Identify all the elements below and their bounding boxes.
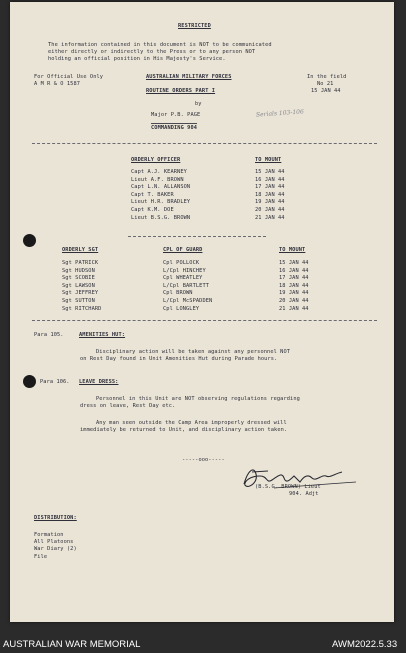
guard-date: 18 JAN 44 — [279, 282, 309, 289]
location-line: In the field — [307, 74, 347, 80]
cpl-of-guard-header: CPL OF GUARD — [163, 247, 203, 253]
distribution-item: All Platoons — [34, 539, 74, 546]
orderly-officer-date: 21 JAN 44 — [255, 214, 285, 221]
orderly-sgt-name: Sgt SUTTON — [62, 298, 95, 304]
command-line: COMMANDING 904 — [151, 125, 198, 131]
orderly-sgt-header: ORDERLY SGT — [62, 247, 99, 253]
guard-date: 20 JAN 44 — [279, 298, 309, 304]
guard-date: 17 JAN 44 — [279, 275, 309, 282]
divider-2 — [128, 236, 266, 237]
para-105-line-2: on Rest Day found in Unit Amenities Hut during Parade hours. — [80, 356, 278, 362]
classification-heading: RESTRICTED — [178, 23, 211, 29]
orderly-officer-date: 19 JAN 44 — [255, 199, 285, 206]
force-title: AUSTRALIAN MILITARY FORCES — [146, 74, 232, 80]
by-label: by — [195, 101, 202, 107]
orderly-sgt-name: Sgt SCOBIE — [62, 275, 95, 282]
order-date: 15 JAN 44 — [311, 88, 341, 94]
notice-line-2: either directly or indirectly to the Press or to any person NOT — [48, 49, 256, 55]
divider-3 — [32, 320, 377, 321]
orderly-sgt-name: Sgt HUDSON — [62, 267, 95, 274]
orderly-officer-to-mount-header: TO MOUNT — [255, 157, 282, 163]
orderly-sgt-name: Sgt LAWSON — [62, 282, 95, 289]
cpl-of-guard-name: L/Cpl McSPADDEN — [163, 298, 213, 304]
para-105-label: Para 105. — [34, 332, 64, 338]
cpl-of-guard-name: Cpl WHEATLEY — [163, 275, 203, 282]
cpl-of-guard-name: L/Cpl BARTLETT — [163, 282, 210, 289]
guard-date: 15 JAN 44 — [279, 260, 309, 266]
cpl-of-guard-name: L/Cpl HINCHEY — [163, 267, 206, 274]
para-106-line-2: dress on leave, Rest Day etc. — [80, 403, 176, 409]
orderly-officer-name: Capt T. BAKER — [131, 191, 174, 198]
notice-line-1: The information contained in this document is NOT to be communicated — [48, 42, 272, 48]
cpl-of-guard-name: Cpl BROWN — [163, 290, 193, 297]
para-106-label: Para 106. — [40, 379, 70, 385]
footer-institution: AUSTRALIAN WAR MEMORIAL — [3, 639, 141, 650]
distribution-item: Formation — [34, 532, 64, 538]
guard-date: 19 JAN 44 — [279, 290, 309, 297]
orderly-officer-date: 20 JAN 44 — [255, 207, 285, 213]
orderly-officer-name: Capt L.N. ALLANSON — [131, 184, 191, 191]
para-106-line-1: Personnel in this Unit are NOT observing regulations regarding — [96, 396, 300, 402]
divider-1 — [32, 143, 377, 144]
orders-title: ROUTINE ORDERS PART I — [146, 88, 216, 94]
orderly-officer-date: 17 JAN 44 — [255, 184, 285, 191]
distribution-item: File — [34, 553, 48, 560]
punch-hole-bottom — [23, 375, 36, 388]
para-105-line-1: Disciplinary action will be taken against any personnel NOT — [96, 349, 291, 355]
orderly-officer-name: Lieut A.F. BROWN — [131, 176, 184, 183]
notice-line-3: holding an official position in His Majesty's Service. — [48, 56, 226, 62]
punch-hole-top — [23, 234, 36, 247]
footer-accession-number: AWM2022.5.33 — [332, 639, 398, 650]
footer-bar — [0, 632, 406, 653]
para-106-line-3: Any man seen outside the Camp Area improperly dressed will — [96, 420, 287, 426]
end-of-orders-mark: -----ooo----- — [182, 457, 225, 463]
file-reference: A M R & O 1587 — [34, 81, 81, 87]
official-use-note: For Official Use Only — [34, 74, 104, 80]
cpl-of-guard-name: Cpl POLLOCK — [163, 260, 200, 266]
signatory-name: (B.S.G. BROWN) Lieut — [255, 484, 321, 490]
document-page — [10, 2, 394, 622]
orderly-officer-name: Lieut B.S.G. BROWN — [131, 214, 191, 221]
orderly-officer-date: 16 JAN 44 — [255, 176, 285, 183]
order-number: No 21 — [317, 81, 334, 87]
guard-to-mount-header: TO MOUNT — [279, 247, 306, 253]
orderly-officer-header: ORDERLY OFFICER — [131, 157, 181, 163]
para-105-title: AMENITIES HUT: — [79, 332, 126, 338]
orderly-officer-name: Lieut H.R. BRADLEY — [131, 199, 191, 206]
guard-date: 16 JAN 44 — [279, 267, 309, 274]
orderly-officer-name: Capt A.J. KEARNEY — [131, 169, 187, 175]
orderly-officer-date: 15 JAN 44 — [255, 169, 285, 175]
orderly-officer-date: 18 JAN 44 — [255, 191, 285, 198]
issuing-officer: Major P.B. PAGE — [151, 112, 201, 118]
orderly-sgt-name: Sgt RITCHARD — [62, 305, 102, 312]
distribution-title: DISTRIBUTION: — [34, 515, 77, 521]
para-106-title: LEAVE DRESS: — [79, 379, 119, 385]
distribution-item: War Diary (2) — [34, 546, 77, 553]
orderly-officer-name: Capt K.M. DOE — [131, 207, 174, 213]
para-106-line-4: immediately be returned to Unit, and disciplinary action taken. — [80, 427, 288, 433]
cpl-of-guard-name: Cpl LONGLEY — [163, 305, 200, 312]
guard-date: 21 JAN 44 — [279, 305, 309, 312]
orderly-sgt-name: Sgt PATRICK — [62, 260, 99, 266]
pencil-annotation: Serials 103-106 — [255, 108, 305, 119]
orderly-sgt-name: Sgt JEFFREY — [62, 290, 99, 297]
signatory-unit: 904. Adjt — [289, 491, 319, 497]
